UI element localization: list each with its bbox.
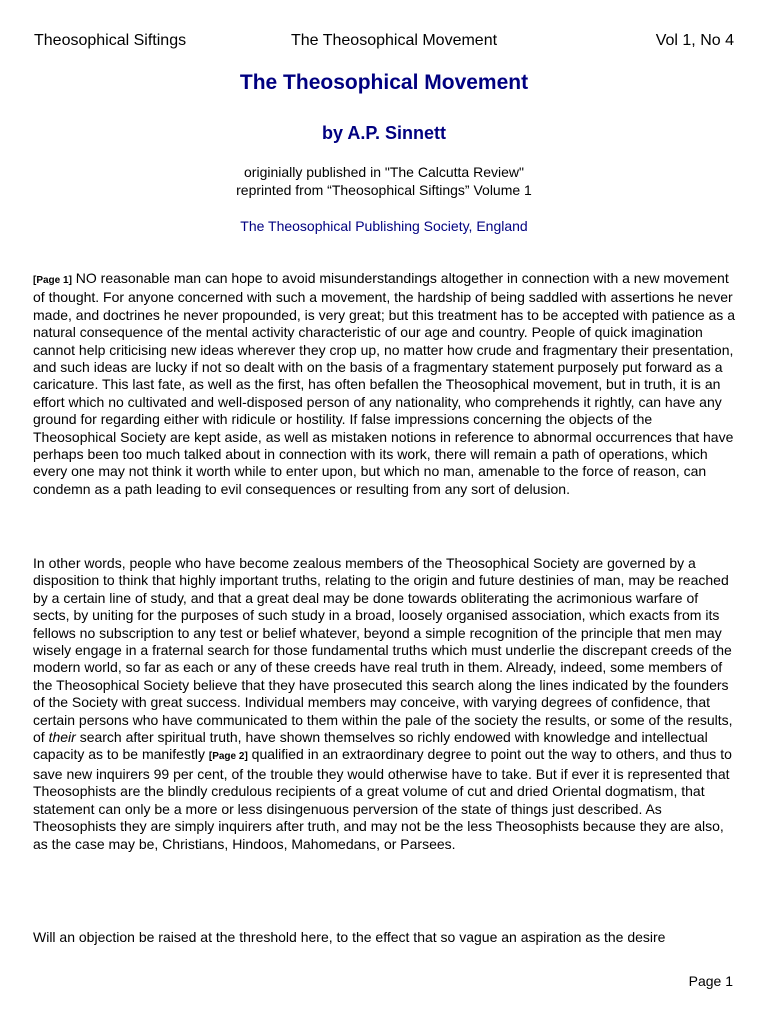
paragraph-2-text-a: In other words, people who have become zealous members of the Theosophical Society are governed by a disposition to think that highly important truths, relating to the origin and future destinies of man, may be reached by a certain line of study, and that a great deal may be done towards obliterating the acrimonious warfare of sects, by uniting for the purposes of such study in a broad, loosely organised association, which exacts from its fellows no subscription to any test or belief whatever, beyond a simple recognition of the principle that men may wisely engage in a fraternal search for those fundamental truths which must underlie the discrepant creeds of the modern world, so far as each or any of these creeds have real truth in them. Already, indeed, some members of the Theosophical Society believe that they have prosecuted this search along the lines indicated by the founders of the Society with great success. Individual members may conceive, with varying degrees of confidence, that certain persons who have communicated to them within the pale of the society the results, or some of the results, of: [33, 555, 733, 746]
paragraph-1-text: NO reasonable man can hope to avoid misunderstandings altogether in connection with a new movement of thought. For anyone concerned with such a movement, the hardship of being saddled with assertions he never made, and doctrines he never propounded, is very great; but this treatment has to be accepted with patience as a natural consequence of the mental activity characteristic of our age and country. People of quick imagination cannot help criticising new ideas wherever they crop up, no matter how crude and fragmentary their presentation, and such ideas are lucky if not so dealt with on the basis of a fragmentary statement purposely put forward as a caricature. This last fate, as well as the first, has often befallen the Theosophical movement, but in truth, it is an effort which no cultivated and well-disposed person of any nationality, who comprehends it rightly, can have any ground for regarding either with ridicule or hostility. If false impressions concerning the objects of the Theosophical Society are kept aside, as well as mistaken notions in reference to abnormal occurrences that have perhaps been too much talked about in connection with its work, there will remain a path of operations, which every one may not think it worth while to enter upon, but which no man, amenable to the force of reason, can condemn as a path leading to evil consequences or resulting from any sort of delusion.: [33, 270, 735, 497]
header-journal-name: Theosophical Siftings: [34, 32, 187, 49]
publisher-name: The Theosophical Publishing Society, England: [240, 218, 528, 234]
header-article-title: The Theosophical Movement: [291, 32, 498, 49]
paragraph-2: [33, 555, 735, 853]
publication-note: [0, 163, 768, 199]
article-title: The Theosophical Movement: [239, 71, 529, 94]
paragraph-2-text-c: qualified in an extraordinary degree to point out the way to others, and thus to save new inquirers 99 per cent, of the trouble they would otherwise have to take. But if ever it is represented that Theosophists are the blindly credulous recipients of a great volume of cut and dried Oriental dogmatism, that statement can only be a more or less disingenuous perversion of the state of things just described. As Theosophists they are simply inquirers after truth, and may not be the less Theosophists because they are also, as the case may be, Christians, Hindoos, Mahomedans, or Parsees.: [33, 746, 732, 852]
paragraph-2-italic: their: [48, 729, 76, 746]
publication-note-line-1: originially published in "The Calcutta Review": [244, 164, 524, 180]
page-marker: [Page 1]: [33, 275, 72, 286]
running-header: [34, 31, 734, 51]
publication-note-line-2: reprinted from “Theosophical Siftings” Volume 1: [236, 182, 532, 198]
header-volume: Vol 1, No 4: [655, 32, 734, 49]
article-author: by A.P. Sinnett: [321, 123, 447, 143]
page-number: Page 1: [688, 973, 733, 989]
paragraph-3: Will an objection be raised at the threshold here, to the effect that so vague an aspiration as the desire: [33, 929, 666, 945]
page-marker: [Page 2]: [208, 751, 248, 763]
paragraph-1: [33, 270, 735, 498]
paragraph-2-text-b: search after spiritual truth, have shown themselves so richly endowed with knowledge and intellectual capacity as to be manifestly: [33, 729, 708, 763]
